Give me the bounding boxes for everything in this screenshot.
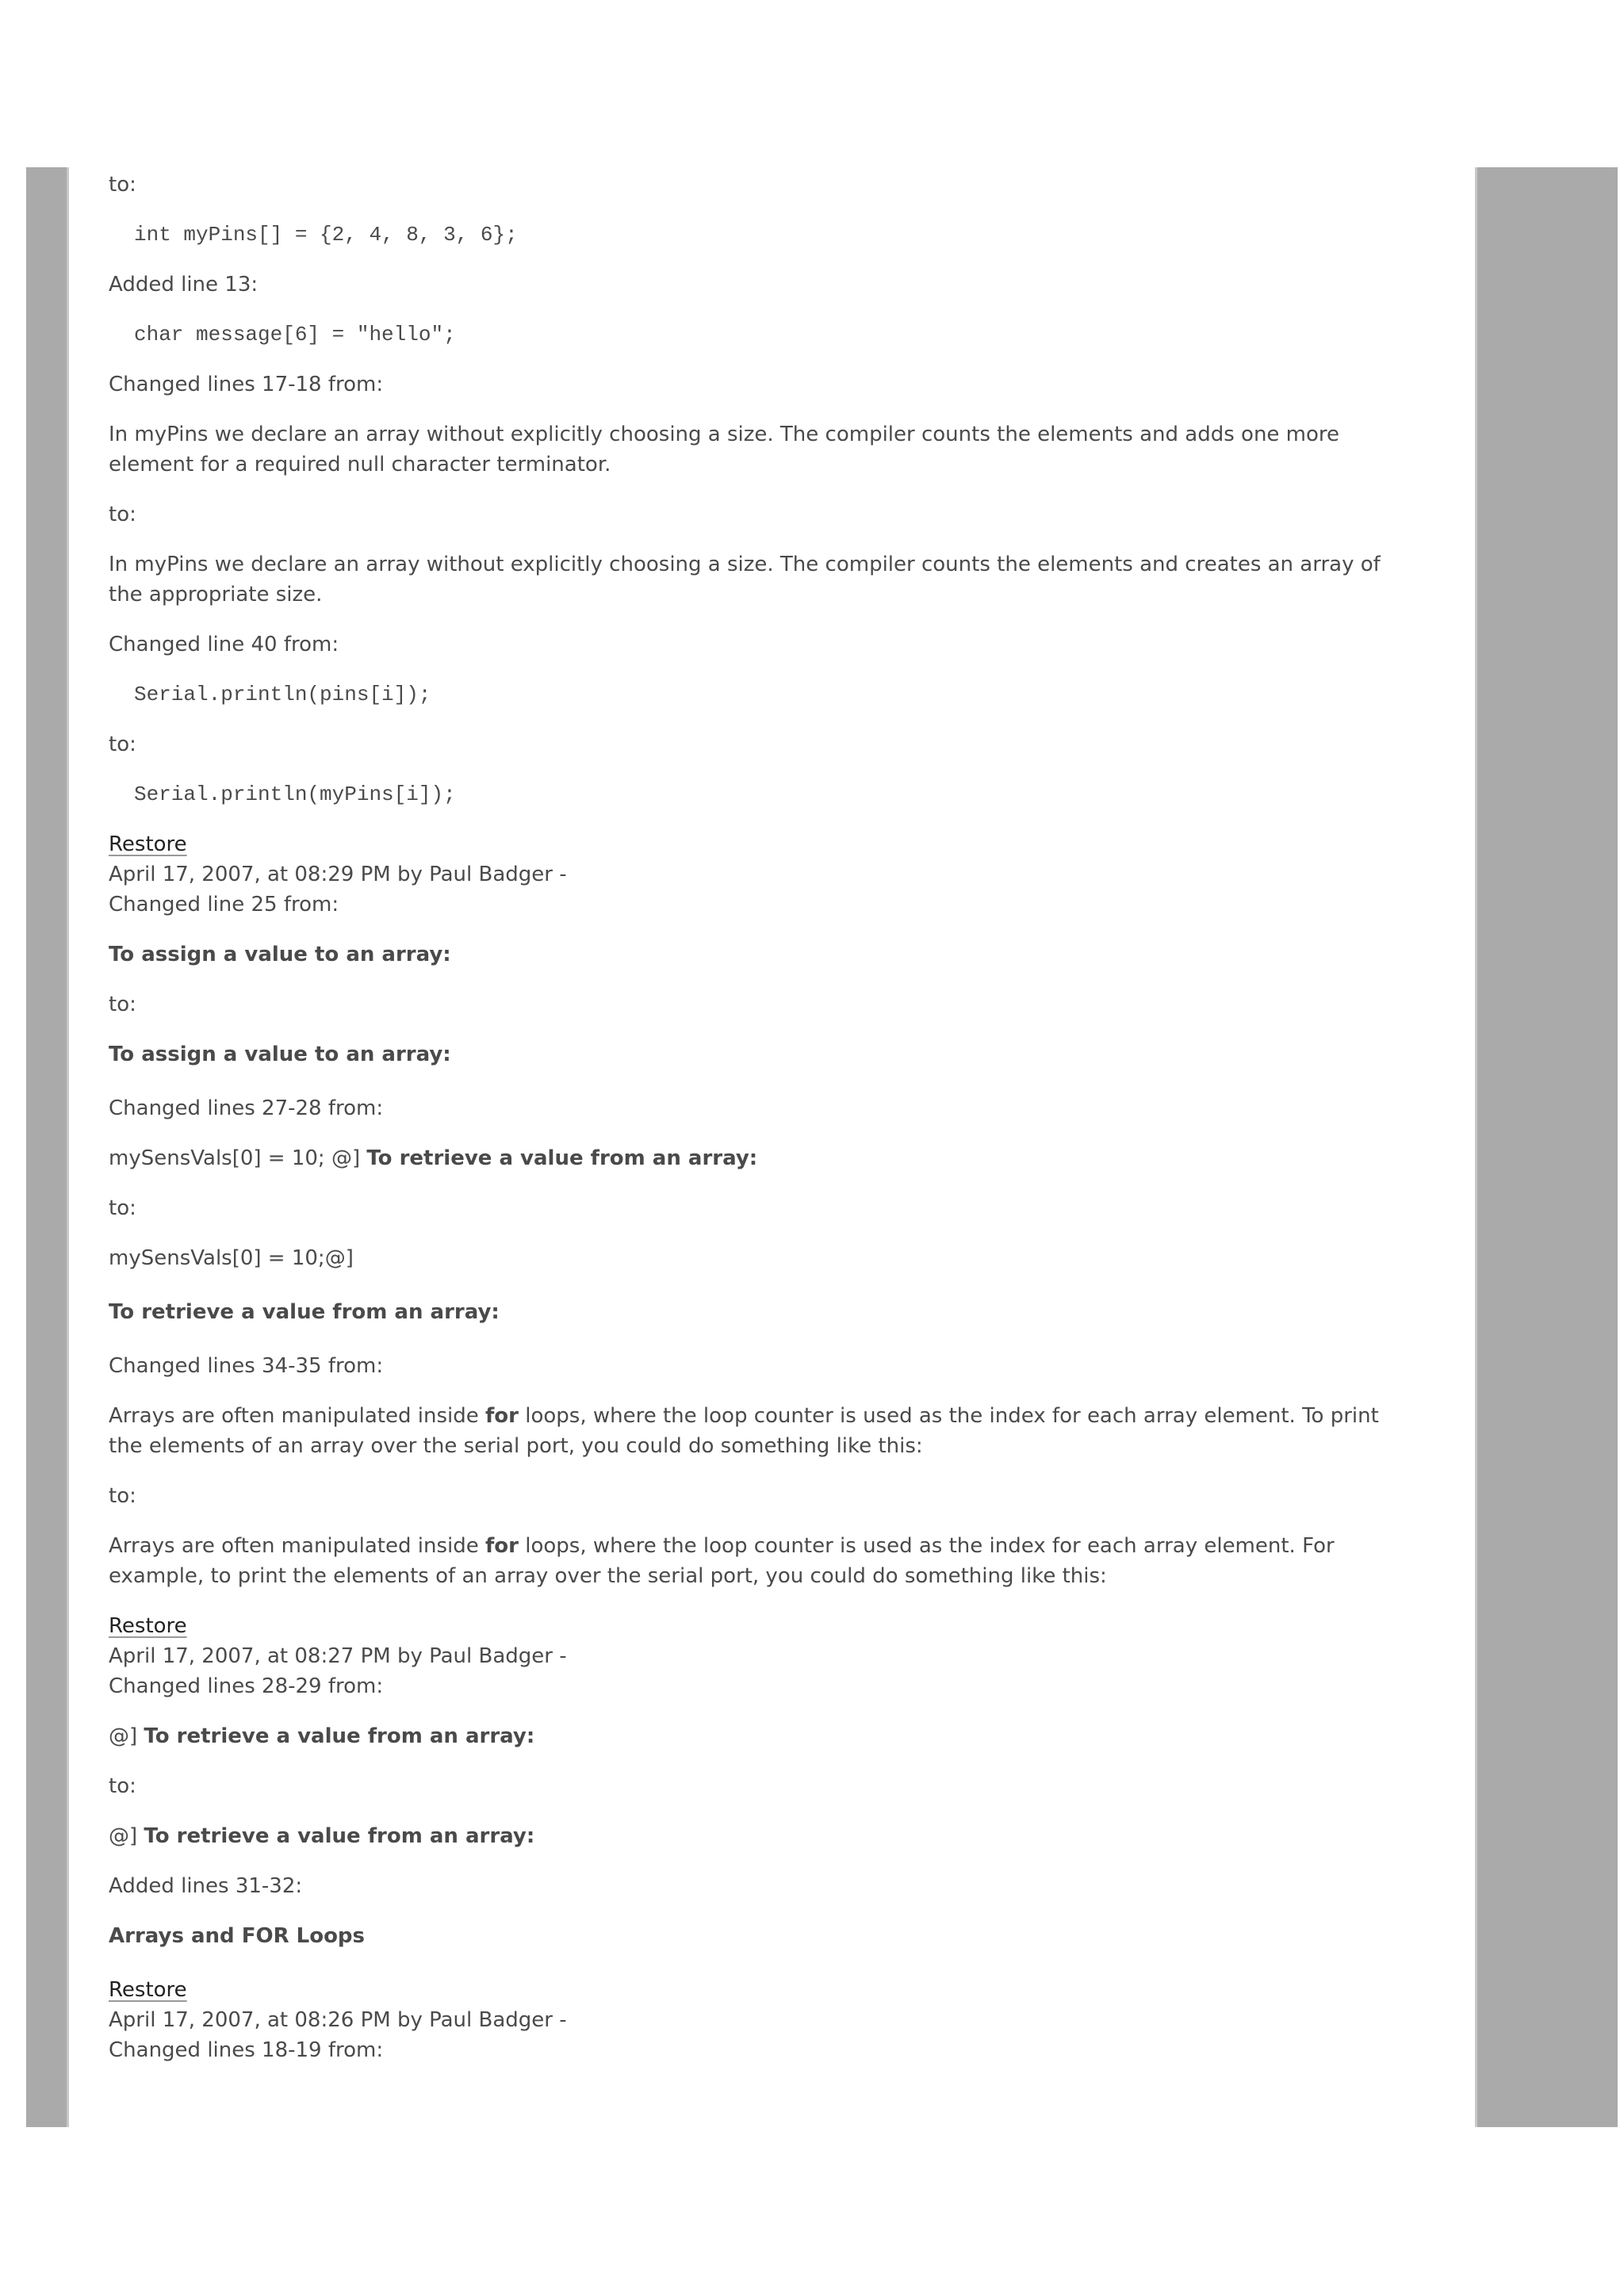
code-line: Serial.println(myPins[i]); (134, 783, 456, 806)
paragraph-text: loops, where the loop counter is used as the index for each array element. To print the elements of an array over the serial port, you could do something like this: (109, 1404, 1379, 1458)
bold-heading: To assign a value to an array: (109, 943, 451, 966)
bold-heading: To assign a value to an array: (109, 1043, 451, 1066)
diff-label: to: (109, 503, 136, 526)
restore-link[interactable]: Restore (109, 832, 187, 856)
revision-restore (109, 829, 1409, 859)
diff-label: Changed lines 17-18 from: (109, 373, 384, 396)
diff-label: to: (109, 733, 136, 756)
diff-label: to: (109, 1774, 136, 1798)
restore-link[interactable]: Restore (109, 1978, 187, 2002)
revision-meta: April 17, 2007, at 08:26 PM by Paul Badger - (109, 2008, 567, 2032)
code-line: Serial.println(pins[i]); (134, 683, 431, 706)
paragraph: In myPins we declare an array without explicitly choosing a size. The compiler counts the elements and adds one more element for a required null character terminator. (109, 423, 1340, 476)
diff-label: to: (109, 1196, 136, 1220)
revision-meta: April 17, 2007, at 08:29 PM by Paul Badger - (109, 863, 567, 886)
diff-label: Added line 13: (109, 273, 259, 297)
diff-label: Changed lines 28-29 from: (109, 1674, 384, 1698)
bold-heading: To retrieve a value from an array: (109, 1300, 500, 1324)
code-line: int myPins[] = {2, 4, 8, 3, 6}; (134, 223, 518, 247)
revision-restore (109, 1975, 1409, 2005)
code-text: mySensVals[0] = 10; @] (109, 1146, 361, 1170)
right-sidebar (1475, 167, 1618, 2127)
revision-meta: April 17, 2007, at 08:27 PM by Paul Badger - (109, 1644, 567, 1668)
code-text: @] (109, 1824, 138, 1848)
paragraph-text: Arrays are often manipulated inside (109, 1534, 479, 1558)
paragraph-text: loops, where the loop counter is used as the index for each array element. For example, to print the elements of an array over the serial port, you could do something like this: (109, 1534, 1335, 1588)
bold-heading: Arrays and FOR Loops (109, 1924, 366, 1948)
keyword-for: for (485, 1534, 519, 1558)
bold-heading-inline: To retrieve a value from an array: (144, 1824, 535, 1848)
restore-link[interactable]: Restore (109, 1614, 187, 1638)
paragraph (109, 1401, 1409, 1461)
code-line: char message[6] = "hello"; (134, 323, 456, 346)
diff-label: Changed line 25 from: (109, 893, 339, 916)
left-sidebar (26, 167, 69, 2127)
diff-label: to: (109, 993, 136, 1016)
diff-label: Changed lines 18-19 from: (109, 2038, 384, 2062)
code-text: @] (109, 1724, 138, 1748)
diff-label: Changed line 40 from: (109, 633, 339, 656)
page-history-content (109, 170, 1409, 2065)
code-text-line (109, 1821, 1409, 1851)
diff-label: to: (109, 173, 136, 197)
diff-label: to: (109, 1484, 136, 1508)
bold-heading-inline: To retrieve a value from an array: (366, 1146, 758, 1170)
code-text: mySensVals[0] = 10;@] (109, 1246, 354, 1270)
diff-label: Changed lines 27-28 from: (109, 1096, 384, 1120)
diff-label: Added lines 31-32: (109, 1874, 303, 1898)
code-text-line (109, 1143, 1409, 1173)
paragraph-text: Arrays are often manipulated inside (109, 1404, 479, 1428)
paragraph (109, 1531, 1409, 1591)
diff-label: Changed lines 34-35 from: (109, 1354, 384, 1378)
code-text-line (109, 1721, 1409, 1751)
paragraph: In myPins we declare an array without explicitly choosing a size. The compiler counts the elements and creates an array of the appropriate size. (109, 553, 1381, 607)
revision-restore (109, 1611, 1409, 1641)
keyword-for: for (485, 1404, 519, 1428)
bold-heading-inline: To retrieve a value from an array: (144, 1724, 535, 1748)
